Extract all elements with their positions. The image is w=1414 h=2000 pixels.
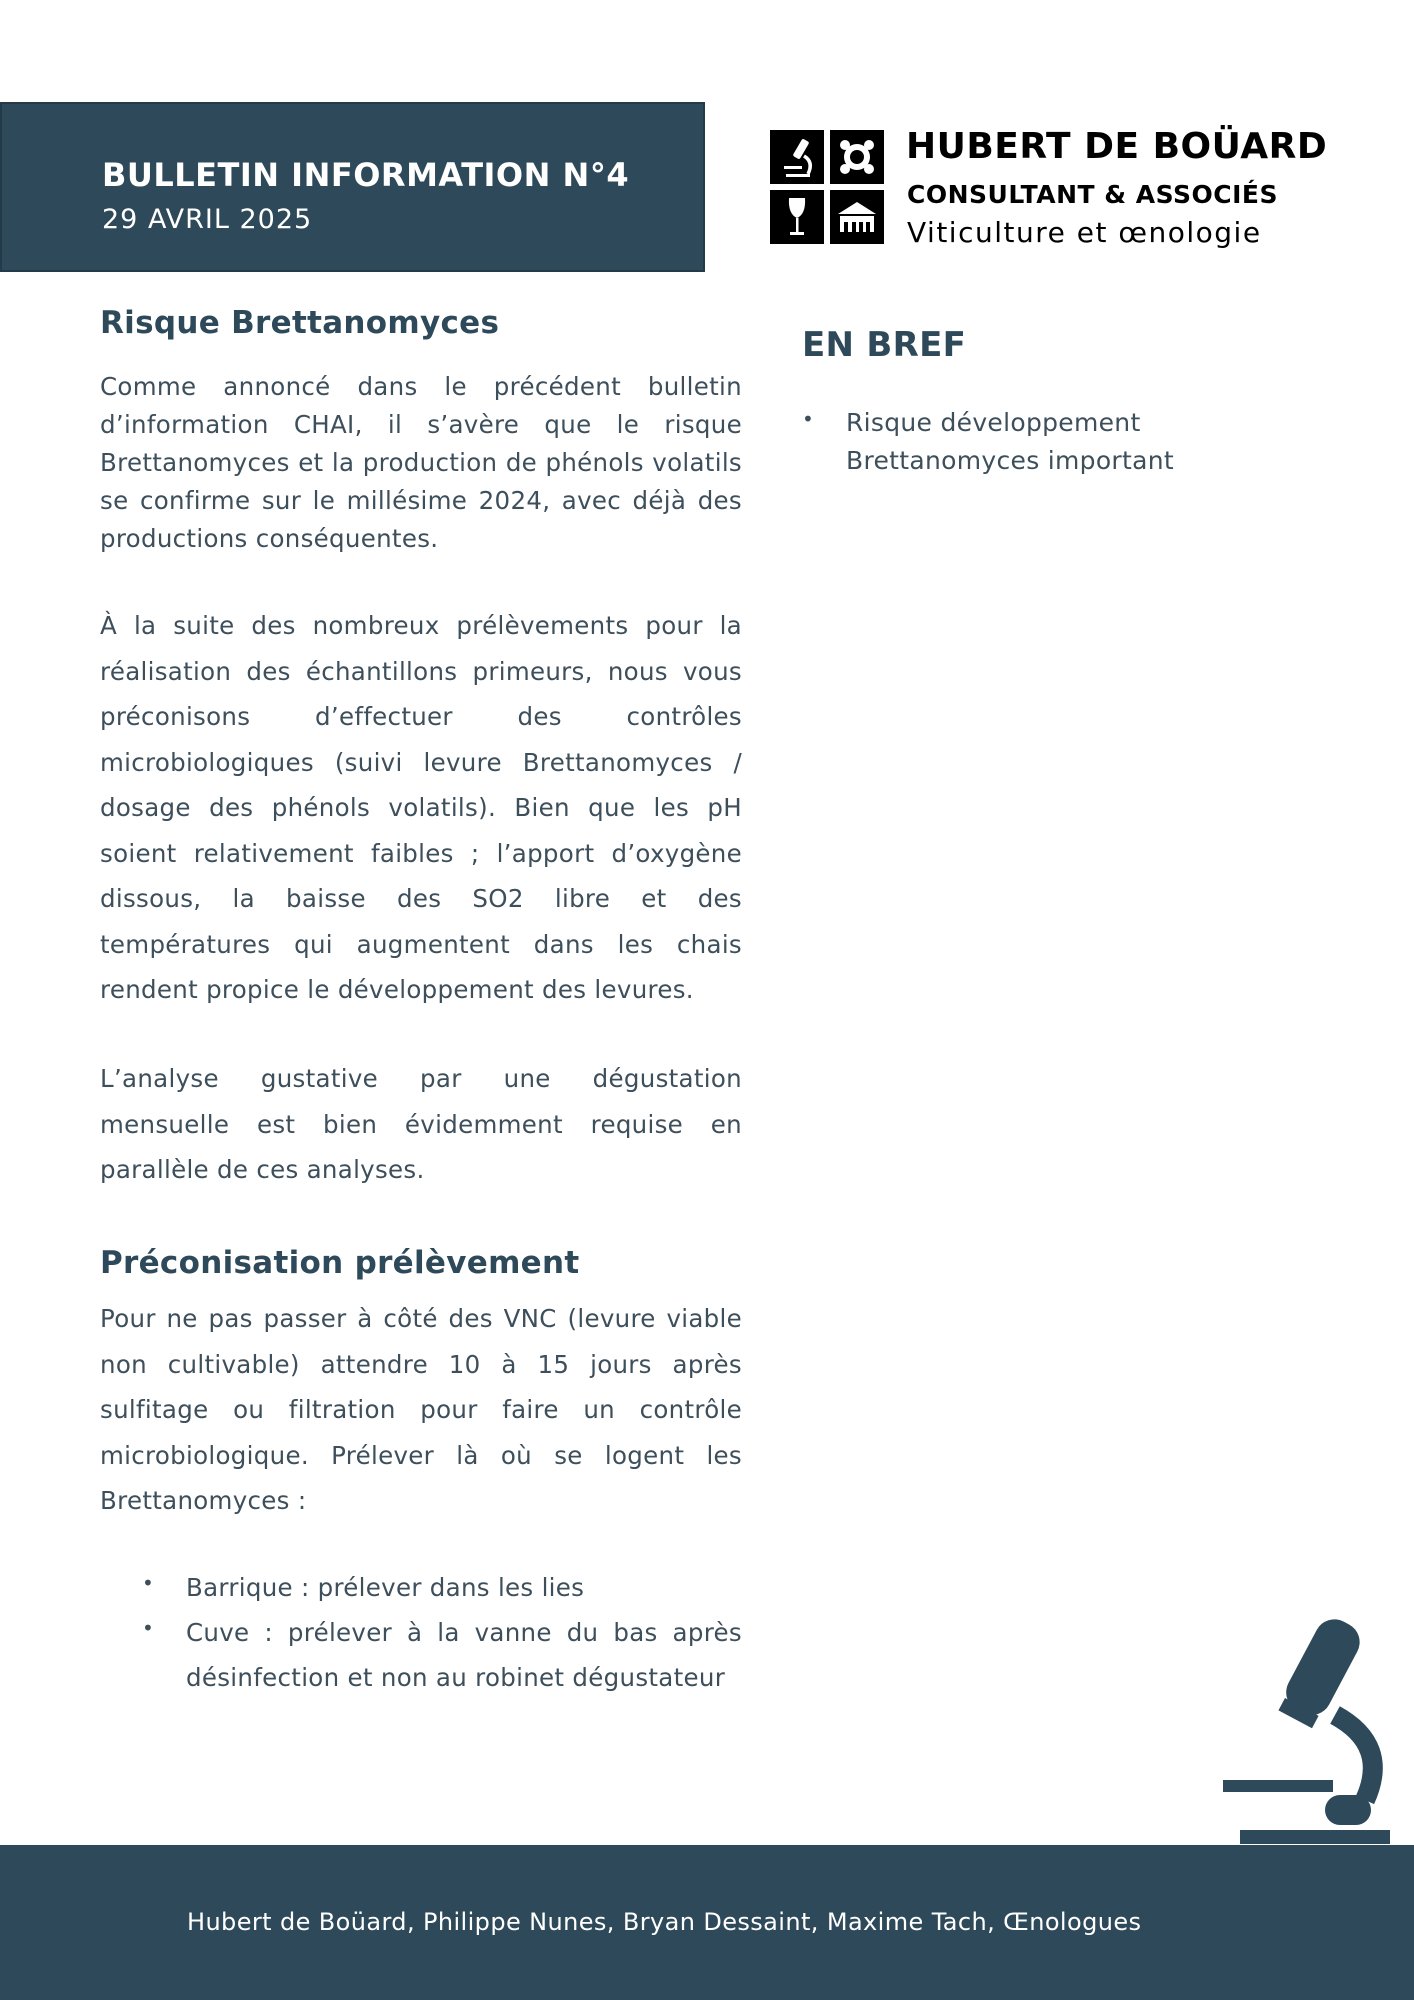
bulletin-date: 29 AVRIL 2025 (102, 204, 313, 235)
paragraph-3: L’analyse gustative par une dégustation mensuelle est bien évidemment requise en parallèle de ces analyses. (100, 1064, 742, 1184)
footer-authors: Hubert de Boüard, Philippe Nunes, Bryan Dessaint, Maxime Tach, Œnologues (187, 1908, 1142, 1936)
list-item (100, 1610, 742, 1700)
en-bref-title: EN BREF (802, 325, 967, 365)
brand-logo (770, 130, 886, 246)
grape-cluster-icon (830, 130, 884, 184)
footer (0, 1845, 1414, 2000)
list-item (802, 404, 1262, 480)
section-preconisation-body (100, 1296, 742, 1524)
bullet-icon: • (142, 1571, 155, 1595)
section-risque-body-3 (100, 1056, 742, 1193)
list-item-text: Risque développement Brettanomyces important (846, 408, 1174, 475)
microscope-icon (1215, 1610, 1395, 1845)
section-risque (100, 305, 742, 341)
brand-tagline: Viticulture et œnologie (907, 216, 1262, 249)
section-title: Risque Brettanomyces (100, 305, 500, 341)
list-item-text: Barrique : prélever dans les lies (186, 1573, 585, 1602)
bullet-icon: • (142, 1616, 155, 1640)
bulletin-title: BULLETIN INFORMATION N°4 (102, 156, 630, 194)
list-item-text: Cuve : prélever à la vanne du bas après désinfection et non au robinet dégustateur (186, 1618, 742, 1692)
brand-name: HUBERT DE BOÜARD (906, 126, 1328, 167)
section-title: Préconisation prélèvement (100, 1245, 580, 1281)
bullet-icon: • (802, 407, 815, 431)
section-preconisation (100, 1245, 742, 1281)
chateau-icon (830, 190, 884, 244)
section-risque-body-2 (100, 603, 742, 1013)
paragraph-1: Comme annoncé dans le précédent bulletin d’information CHAI, il s’avère que le risque Brettanomyces et la production de phénols volatils se confirme sur le millésime 2024, avec déjà des productions conséquentes. (100, 372, 742, 553)
header-banner (0, 102, 705, 272)
microscope-icon (770, 130, 824, 184)
sampling-list (100, 1565, 742, 1700)
list-item (100, 1565, 742, 1610)
brand-subtitle: CONSULTANT & ASSOCIÉS (907, 180, 1278, 209)
paragraph-2: À la suite des nombreux prélèvements pour la réalisation des échantillons primeurs, nous vous préconisons d’effectuer des contrôles microbiologiques (suivi levure Brettanomyces / dosage des phénols volatils). Bien que les pH soient relativement faibles ; l’apport d’oxygène dissous, la baisse des SO2 libre et des températures qui augmentent dans les chais rendent propice le développement des levures. (100, 611, 742, 1004)
paragraph-4: Pour ne pas passer à côté des VNC (levure viable non cultivable) attendre 10 à 15 jours après sulfitage ou filtration pour faire un contrôle microbiologique. Prélever là où se logent les Brettanomyces : (100, 1304, 742, 1515)
en-bref-list (802, 404, 1262, 480)
wine-glass-icon (770, 190, 824, 244)
section-risque-body (100, 368, 742, 558)
